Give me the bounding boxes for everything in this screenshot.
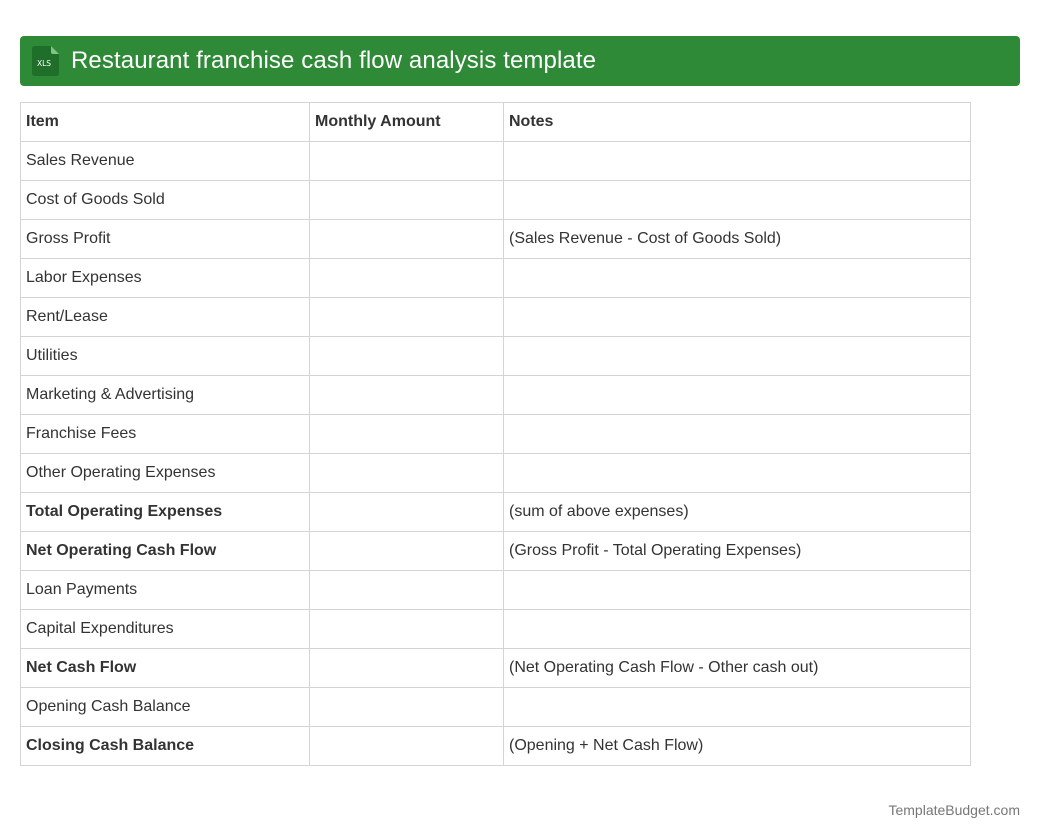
title-bar — [20, 36, 1020, 86]
item-cell[interactable]: Cost of Goods Sold — [21, 181, 310, 220]
table-row — [21, 220, 971, 259]
notes-cell[interactable] — [504, 337, 971, 376]
column-header-notes: Notes — [504, 103, 971, 142]
notes-cell[interactable] — [504, 454, 971, 493]
table-row — [21, 259, 971, 298]
monthly-amount-cell[interactable] — [310, 142, 504, 181]
notes-cell[interactable] — [504, 688, 971, 727]
table-row — [21, 571, 971, 610]
table-row — [21, 688, 971, 727]
notes-cell[interactable]: (Net Operating Cash Flow - Other cash out) — [504, 649, 971, 688]
monthly-amount-cell[interactable] — [310, 454, 504, 493]
item-cell[interactable]: Net Cash Flow — [21, 649, 310, 688]
table-row — [21, 727, 971, 766]
table-row — [21, 298, 971, 337]
notes-cell[interactable]: (Opening + Net Cash Flow) — [504, 727, 971, 766]
item-cell[interactable]: Sales Revenue — [21, 142, 310, 181]
monthly-amount-cell[interactable] — [310, 727, 504, 766]
item-cell[interactable]: Other Operating Expenses — [21, 454, 310, 493]
table-row — [21, 142, 971, 181]
monthly-amount-cell[interactable] — [310, 181, 504, 220]
notes-cell[interactable] — [504, 610, 971, 649]
monthly-amount-cell[interactable] — [310, 532, 504, 571]
notes-cell[interactable]: (Gross Profit - Total Operating Expenses) — [504, 532, 971, 571]
notes-cell[interactable] — [504, 259, 971, 298]
monthly-amount-cell[interactable] — [310, 220, 504, 259]
notes-cell[interactable] — [504, 571, 971, 610]
monthly-amount-cell[interactable] — [310, 493, 504, 532]
table-row — [21, 376, 971, 415]
monthly-amount-cell[interactable] — [310, 376, 504, 415]
table-row — [21, 532, 971, 571]
table-row — [21, 649, 971, 688]
xls-icon-label: XLS — [36, 59, 52, 68]
table-row — [21, 181, 971, 220]
xls-file-icon — [32, 46, 59, 76]
notes-cell[interactable]: (Sales Revenue - Cost of Goods Sold) — [504, 220, 971, 259]
monthly-amount-cell[interactable] — [310, 415, 504, 454]
monthly-amount-cell[interactable] — [310, 298, 504, 337]
footer-brand: TemplateBudget.com — [888, 802, 1020, 818]
monthly-amount-cell[interactable] — [310, 649, 504, 688]
monthly-amount-cell[interactable] — [310, 610, 504, 649]
item-cell[interactable]: Total Operating Expenses — [21, 493, 310, 532]
item-cell[interactable]: Loan Payments — [21, 571, 310, 610]
notes-cell[interactable] — [504, 415, 971, 454]
item-cell[interactable]: Gross Profit — [21, 220, 310, 259]
column-header-item: Item — [21, 103, 310, 142]
monthly-amount-cell[interactable] — [310, 688, 504, 727]
notes-cell[interactable] — [504, 142, 971, 181]
item-cell[interactable]: Labor Expenses — [21, 259, 310, 298]
item-cell[interactable]: Utilities — [21, 337, 310, 376]
page-title: Restaurant franchise cash flow analysis template — [71, 47, 597, 74]
item-cell[interactable]: Opening Cash Balance — [21, 688, 310, 727]
monthly-amount-cell[interactable] — [310, 571, 504, 610]
column-header-monthly-amount: Monthly Amount — [310, 103, 504, 142]
item-cell[interactable]: Capital Expenditures — [21, 610, 310, 649]
item-cell[interactable]: Marketing & Advertising — [21, 376, 310, 415]
item-cell[interactable]: Net Operating Cash Flow — [21, 532, 310, 571]
table-row — [21, 415, 971, 454]
notes-cell[interactable] — [504, 376, 971, 415]
cash-flow-table — [20, 102, 971, 766]
monthly-amount-cell[interactable] — [310, 337, 504, 376]
notes-cell[interactable] — [504, 181, 971, 220]
notes-cell[interactable]: (sum of above expenses) — [504, 493, 971, 532]
item-cell[interactable]: Closing Cash Balance — [21, 727, 310, 766]
item-cell[interactable]: Rent/Lease — [21, 298, 310, 337]
item-cell[interactable]: Franchise Fees — [21, 415, 310, 454]
notes-cell[interactable] — [504, 298, 971, 337]
monthly-amount-cell[interactable] — [310, 259, 504, 298]
table-row — [21, 454, 971, 493]
table-row — [21, 337, 971, 376]
table-row — [21, 493, 971, 532]
table-row — [21, 610, 971, 649]
table-header-row — [21, 103, 971, 142]
